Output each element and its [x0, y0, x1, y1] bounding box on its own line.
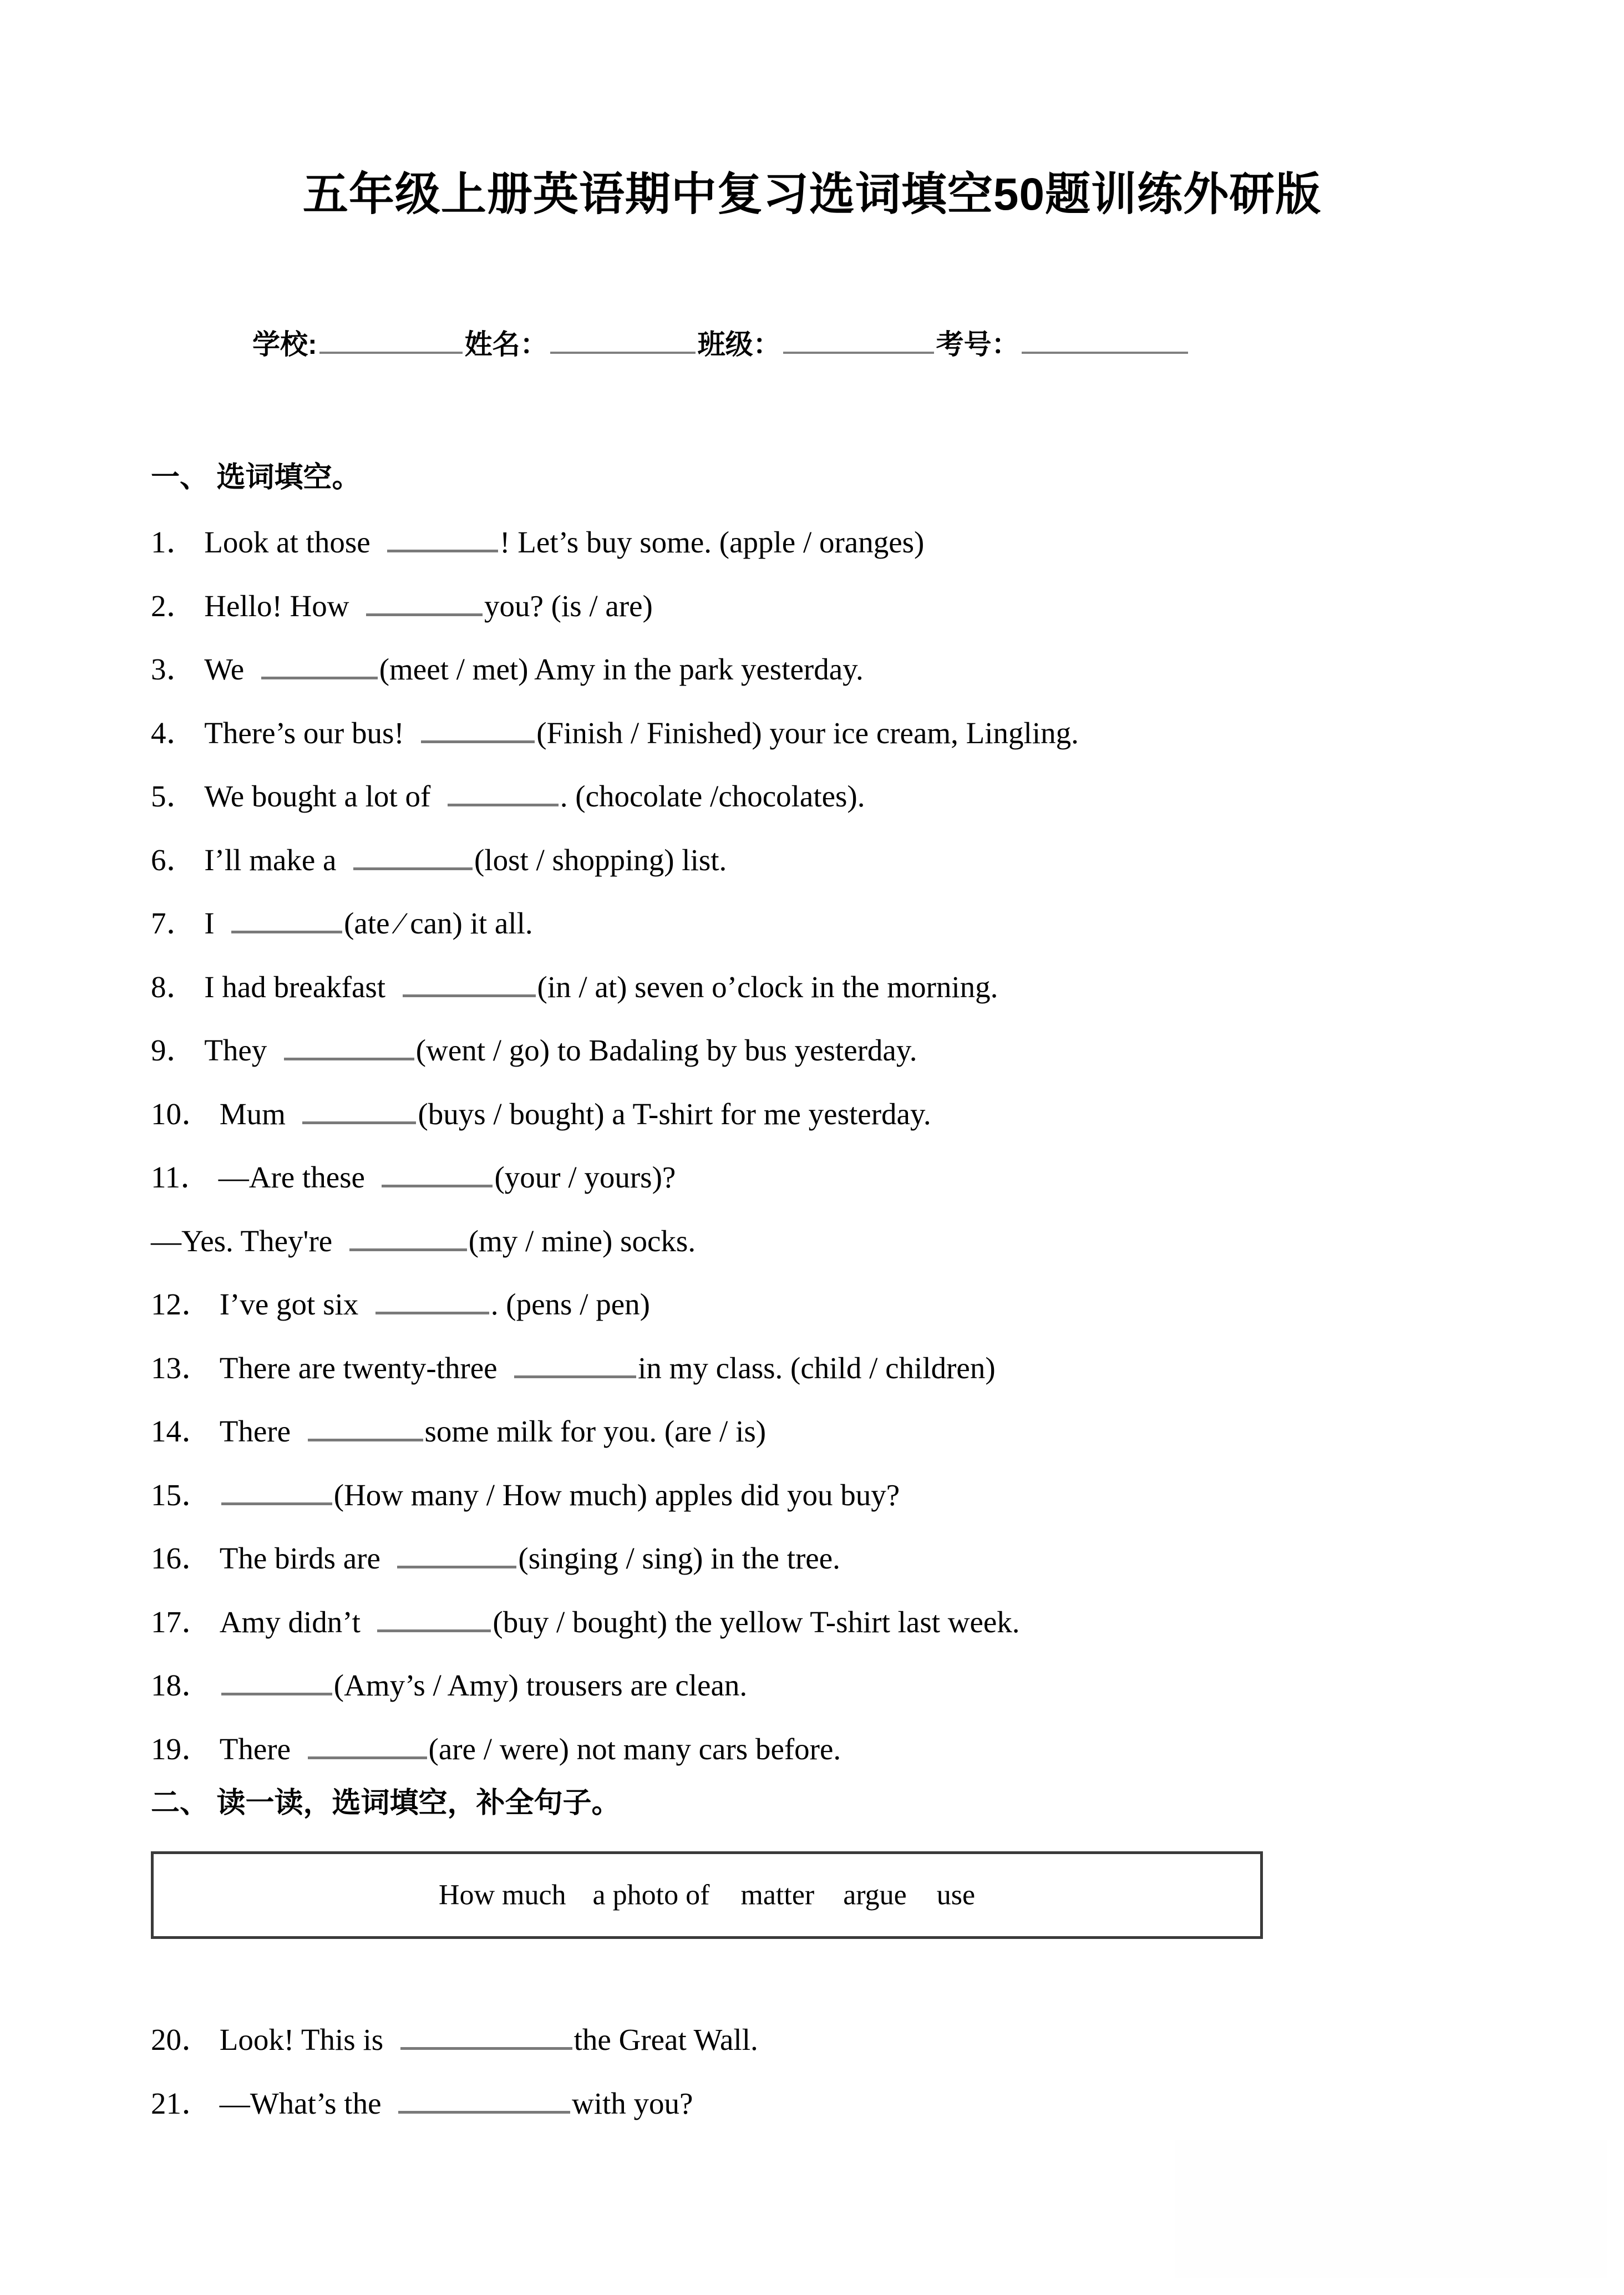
question-line [151, 1477, 900, 1512]
answer-blank[interactable] [403, 972, 536, 997]
word-bank-box [151, 1851, 1263, 1939]
question-line [151, 1096, 931, 1131]
question-number: 16． [151, 1541, 212, 1575]
question-number: 15． [151, 1477, 212, 1512]
question-text-before-blank: Hello! How [204, 588, 349, 623]
question-line [151, 1734, 841, 1764]
question-line [151, 842, 727, 877]
word-bank-gap [907, 1879, 937, 1912]
question-text-after-blank: (How many / How much) apples did you buy? [333, 1477, 900, 1512]
question-number: 11． [151, 1160, 211, 1194]
question-text-before-blank: —Are these [218, 1160, 365, 1194]
question-text-before-blank: Look! This is [219, 2023, 384, 2057]
question-text-before-blank: —What’s the [219, 2086, 382, 2120]
question-line [151, 1607, 1020, 1637]
question-line [151, 2088, 693, 2119]
question-number: 6． [151, 842, 197, 877]
section-heading-2: 二、 读一读，选词填空，补全句子。 [151, 1787, 621, 1819]
question-line [151, 1350, 996, 1385]
question-text-before-blank: We bought a lot of [204, 779, 431, 813]
question-number: 3． [151, 652, 197, 686]
question-number: 1． [151, 525, 197, 559]
question-number: 18． [151, 1668, 212, 1702]
question-text-before-blank: Mum [219, 1096, 286, 1131]
question-number: 2． [151, 588, 197, 623]
answer-blank[interactable] [308, 1416, 423, 1441]
word-bank-gap [566, 1879, 593, 1912]
question-number: 7． [151, 906, 197, 940]
question-line [151, 527, 924, 557]
answer-blank[interactable] [375, 1289, 489, 1314]
question-line [151, 1416, 766, 1446]
question-line [151, 969, 998, 1004]
question-text-after-blank: in my class. (child / children) [638, 1350, 996, 1385]
question-line [151, 908, 533, 938]
answer-blank[interactable] [261, 654, 378, 679]
word-bank-item: use [936, 1879, 976, 1911]
question-number: 5． [151, 779, 197, 813]
question-text-after-blank: you? (is / are) [484, 588, 653, 623]
question-number: 20． [151, 2023, 212, 2057]
answer-blank[interactable] [448, 781, 559, 806]
question-text-after-blank: (in / at) seven o’clock in the morning. [537, 969, 998, 1004]
question-text-before-blank: I had breakfast [204, 969, 386, 1004]
answer-blank[interactable] [398, 2089, 570, 2114]
question-text-before-blank: There’s our bus! [204, 715, 404, 750]
question-text-after-blank: with you? [572, 2086, 693, 2120]
answer-blank[interactable] [231, 908, 342, 933]
section-heading-1: 一、 选词填空。 [151, 461, 361, 494]
answer-blank[interactable] [349, 1226, 467, 1251]
question-text-after-blank: (buy / bought) the yellow T-shirt last week. [493, 1605, 1020, 1639]
answer-blank[interactable] [377, 1607, 491, 1632]
class-blank[interactable] [783, 327, 934, 354]
answer-blank[interactable] [366, 591, 483, 616]
question-text-before-blank: Look at those [204, 525, 371, 559]
answer-blank[interactable] [302, 1099, 416, 1124]
question-line [151, 1223, 696, 1258]
question-text-before-blank: Amy didn’t [219, 1605, 361, 1639]
answer-blank[interactable] [221, 1671, 332, 1695]
question-text-before-blank: There are twenty-three [219, 1350, 498, 1385]
question-text-before-blank: We [204, 652, 245, 686]
class-label: 班级： [697, 329, 781, 360]
question-number: 21． [151, 2086, 212, 2120]
question-number: 13． [151, 1350, 212, 1385]
question-line [151, 715, 1079, 750]
answer-blank[interactable] [421, 718, 535, 743]
word-bank-item: argue [843, 1879, 907, 1911]
exam-no-blank[interactable] [1022, 327, 1188, 354]
answer-blank[interactable] [308, 1734, 427, 1759]
question-line [151, 1543, 840, 1573]
question-line [151, 1289, 650, 1319]
question-number: 9． [151, 1033, 197, 1067]
school-blank[interactable] [319, 327, 463, 354]
question-line [151, 654, 864, 684]
question-number: 4． [151, 715, 197, 750]
school-label: 学校: [252, 329, 317, 360]
question-text-after-blank: (Finish / Finished) your ice cream, Lingling. [536, 715, 1079, 750]
question-number: 8． [151, 969, 197, 1004]
question-text-after-blank: (went / go) to Badaling by bus yesterday. [415, 1033, 917, 1067]
word-bank-list [154, 1879, 1260, 1912]
question-number: 12． [151, 1287, 212, 1321]
answer-blank[interactable] [353, 845, 473, 870]
word-bank-gap [814, 1879, 843, 1912]
question-text-after-blank: (ate ⁄ can) it all. [344, 906, 533, 940]
question-number: 10． [151, 1096, 212, 1131]
answer-blank[interactable] [382, 1162, 493, 1187]
word-bank-item: a photo of [592, 1879, 710, 1911]
question-text-before-blank: —Yes. They're [151, 1223, 333, 1258]
question-line [151, 1670, 747, 1700]
answer-blank[interactable] [514, 1353, 636, 1378]
question-text-after-blank: (are / were) not many cars before. [428, 1732, 841, 1766]
question-text-after-blank: (my / mine) socks. [468, 1223, 696, 1258]
word-bank-gap [709, 1879, 740, 1912]
exam-no-label: 考号： [936, 329, 1019, 360]
page-title: 五年级上册英语期中复习选词填空50题训练外研版 [302, 169, 1322, 220]
question-text-after-blank: (Amy’s / Amy) trousers are clean. [333, 1668, 748, 1702]
name-blank[interactable] [550, 327, 696, 354]
question-text-after-blank: (lost / shopping) list. [474, 842, 727, 877]
question-line [151, 1162, 676, 1192]
question-text-after-blank: . (chocolate /chocolates). [560, 779, 865, 813]
question-text-before-blank: They [204, 1033, 267, 1067]
student-info-line [252, 327, 1417, 358]
name-label: 姓名： [464, 329, 548, 360]
question-text-before-blank: I’ve got six [219, 1287, 359, 1321]
question-line [151, 1035, 917, 1065]
question-text-before-blank: The birds are [219, 1541, 380, 1575]
question-text-after-blank: (singing / sing) in the tree. [518, 1541, 840, 1575]
page-artifact [1175, 2140, 1607, 2278]
question-text-after-blank: (your / yours)? [494, 1160, 676, 1194]
question-text-after-blank: (meet / met) Amy in the park yesterday. [379, 652, 864, 686]
question-line [151, 781, 865, 811]
question-line [151, 588, 653, 623]
question-text-before-blank: I’ll make a [204, 842, 337, 877]
answer-blank[interactable] [400, 2025, 572, 2050]
question-text-after-blank: . (pens / pen) [490, 1287, 650, 1321]
question-text-before-blank: There [219, 1732, 291, 1766]
question-text-after-blank: ! Let’s buy some. (apple / oranges) [500, 525, 925, 559]
answer-blank[interactable] [284, 1035, 414, 1060]
question-text-after-blank: (buys / bought) a T-shirt for me yesterday. [418, 1096, 931, 1131]
answer-blank[interactable] [387, 527, 498, 552]
question-text-after-blank: some milk for you. (are / is) [424, 1414, 767, 1448]
question-text-before-blank: I [204, 906, 215, 940]
question-text-after-blank: the Great Wall. [574, 2023, 758, 2057]
answer-blank[interactable] [397, 1543, 516, 1568]
question-text-before-blank: There [219, 1414, 291, 1448]
question-number: 19． [151, 1732, 212, 1766]
word-bank-item: matter [740, 1879, 815, 1911]
word-bank-item: How much [438, 1879, 566, 1911]
question-line [151, 2024, 758, 2055]
question-number: 14． [151, 1414, 212, 1448]
answer-blank[interactable] [221, 1480, 332, 1505]
question-number: 17． [151, 1605, 212, 1639]
